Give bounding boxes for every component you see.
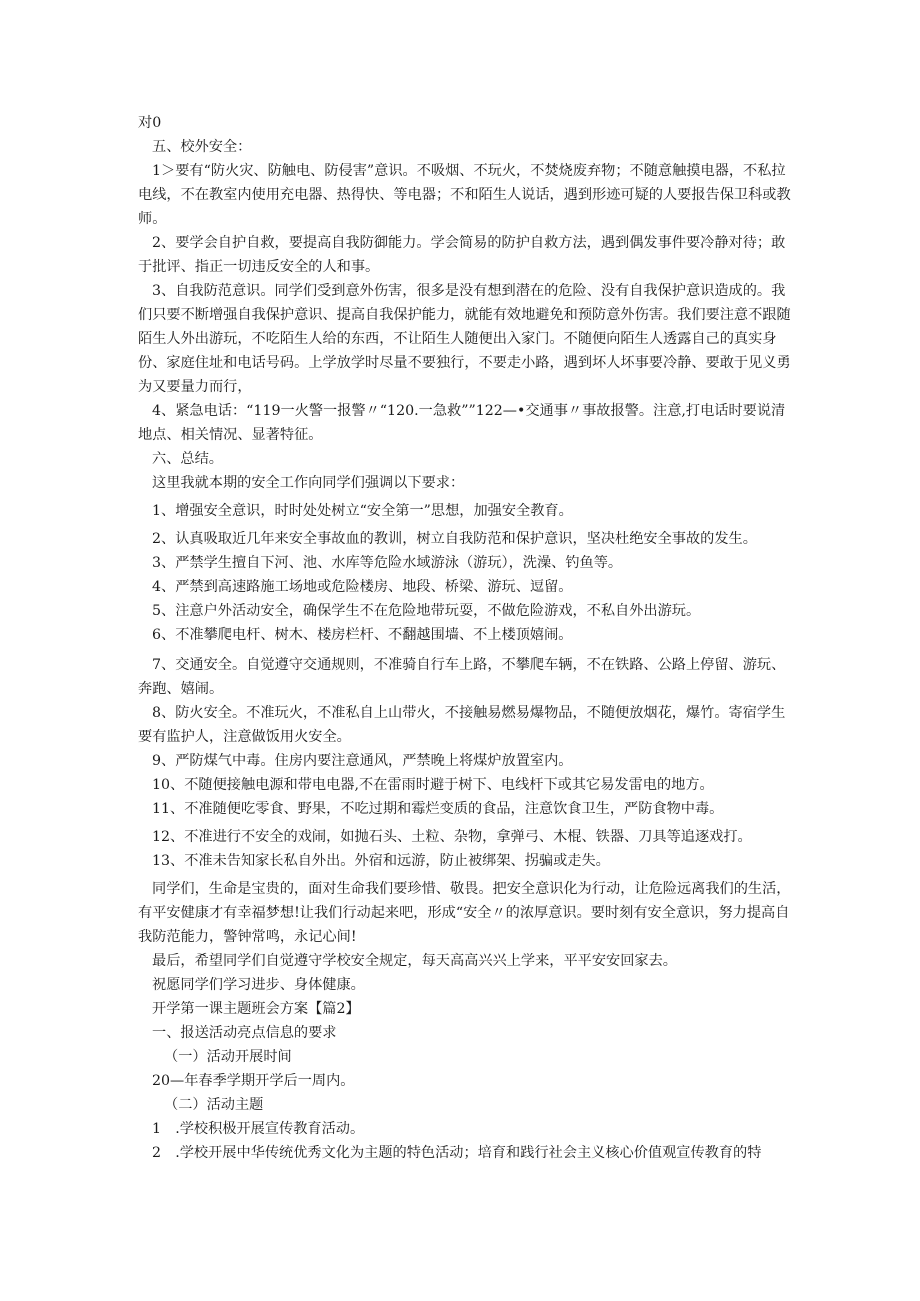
list-item: 7、交通安全。自觉遵守交通规则，不准骑自行车上路，不攀爬车辆，不在铁路、公路上停留、游玩、奔跑、嬉闹。 — [138, 657, 786, 697]
list-item: 2、认真吸取近几年来安全事故血的教训，树立自我防范和保护意识，坚决杜绝安全事故的发生。 — [152, 531, 757, 547]
subsection-heading: （二）活动主题 — [164, 1097, 264, 1113]
list-item: 6、不准攀爬电杆、树木、楼房栏杆、不翻越围墙、不上楼顶嬉闹。 — [152, 627, 573, 643]
list-item: 1、增强安全意识，时时处处树立“安全第一”思想，加强安全教育。 — [152, 503, 573, 519]
list-item: 13、不准未告知家长私自外出。外宿和远游，防止被绑架、拐骗或走失。 — [152, 853, 610, 869]
list-item: 2 .学校开展中华传统优秀文化为主题的特色活动；培育和践行社会主义核心价值观宣传教育的特 — [152, 1145, 762, 1161]
list-item: 4、严禁到高速路施工场地或危险楼房、地段、桥梁、游玩、逗留。 — [152, 579, 573, 595]
list-item: 5、注意户外活动安全，确保学生不在危险地带玩耍，不做危险游戏，不私自外出游玩。 — [152, 603, 701, 619]
paragraph: 4、紧急电话：“119一火警一报警〃“120.一急救””122—•交通事〃事故报警。注意,打电话时要说清地点、相关情况、显著特征。 — [138, 403, 786, 443]
paragraph: 20—年春季学期开学后一周内。 — [152, 1073, 355, 1089]
list-item: 9、严防煤气中毒。住房内要注意通风，严禁晚上将煤炉放置室内。 — [152, 753, 573, 769]
list-item: 10、不随便接触电源和带电电器,不在雷雨时避于树下、电线杆下或其它易发雷电的地方。 — [152, 777, 714, 793]
list-item: 3、严禁学生擅自下河、池、水库等危险水域游泳（游玩），洗澡、钓鱼等。 — [152, 555, 623, 571]
continuation-text: 对0 — [138, 115, 162, 131]
subsection-heading: （一）活动开展时间 — [164, 1049, 292, 1065]
section-heading: 五、校外安全： — [152, 139, 252, 155]
list-item: 8、防火安全。不准玩火，不准私自上山带火，不接触易燃易爆物品，不随便放烟花，爆竹。寄宿学生要有监护人，注意做饭用火安全。 — [138, 705, 786, 745]
paragraph: 1＞要有“防火灾、防触电、防侵害”意识。不吸烟、不玩火，不焚烧废弃物；不随意触摸电器，不私拉电线，不在教室内使用充电器、热得快、等电器；不和陌生人说话，遇到形迹可疑的人要报告保卫科或教师。 — [138, 163, 791, 227]
document-body — [138, 111, 798, 1165]
paragraph: 这里我就本期的安全工作向同学们强调以下要求： — [152, 475, 465, 491]
plan-title: 开学第一课主题班会方案【篇2】 — [152, 1001, 360, 1017]
paragraph: 最后，希望同学们自觉遵守学校安全规定，每天高高兴兴上学来，平平安安回家去。 — [152, 953, 677, 969]
section-heading: 一、报送活动亮点信息的要求 — [152, 1025, 337, 1041]
paragraph: 3、自我防范意识。同学们受到意外伤害，很多是没有想到潜在的危险、没有自我保护意识造成的。我们只要不断增强自我保护意识、提高自我保护能力，就能有效地避免和预防意外伤害。我们要注意不跟随陌生人外出游玩，不吃陌生人给的东西，不让陌生人随便出入家门。不随便向陌生人透露自己的真实身份、家庭住址和电话号码。上学放学时尽量不要独行，不要走小路，遇到坏人坏事要冷静、要敢于见义勇为又要量力而行， — [138, 283, 791, 395]
paragraph: 同学们，生命是宝贵的，面对生命我们要珍惜、敬畏。把安全意识化为行动，让危险远离我们的生活，有平安健康才有幸福梦想!让我们行动起来吧，形成“安全〃的浓厚意识。要时刻有安全意识，努力提高自我防范能力，警钟常鸣，永记心间! — [138, 881, 791, 945]
list-item: 11、不准随便吃零食、野果，不吃过期和霉烂变质的食品，注意饮食卫生，严防食物中毒。 — [152, 801, 724, 817]
list-item: 1 .学校积极开展宣传教育活动。 — [152, 1121, 365, 1137]
list-item: 12、不准进行不安全的戏闹，如抛石头、土粒、杂物，拿弹弓、木棍、铁器、刀具等追逐戏打。 — [152, 829, 752, 845]
paragraph: 祝愿同学们学习进步、身体健康。 — [152, 977, 365, 993]
section-heading: 六、总结。 — [152, 451, 223, 467]
paragraph: 2、要学会自护自救，要提高自我防御能力。学会简易的防护自救方法，遇到偶发事件要冷静对待；敢于批评、指正一切违反安全的人和事。 — [138, 235, 786, 275]
